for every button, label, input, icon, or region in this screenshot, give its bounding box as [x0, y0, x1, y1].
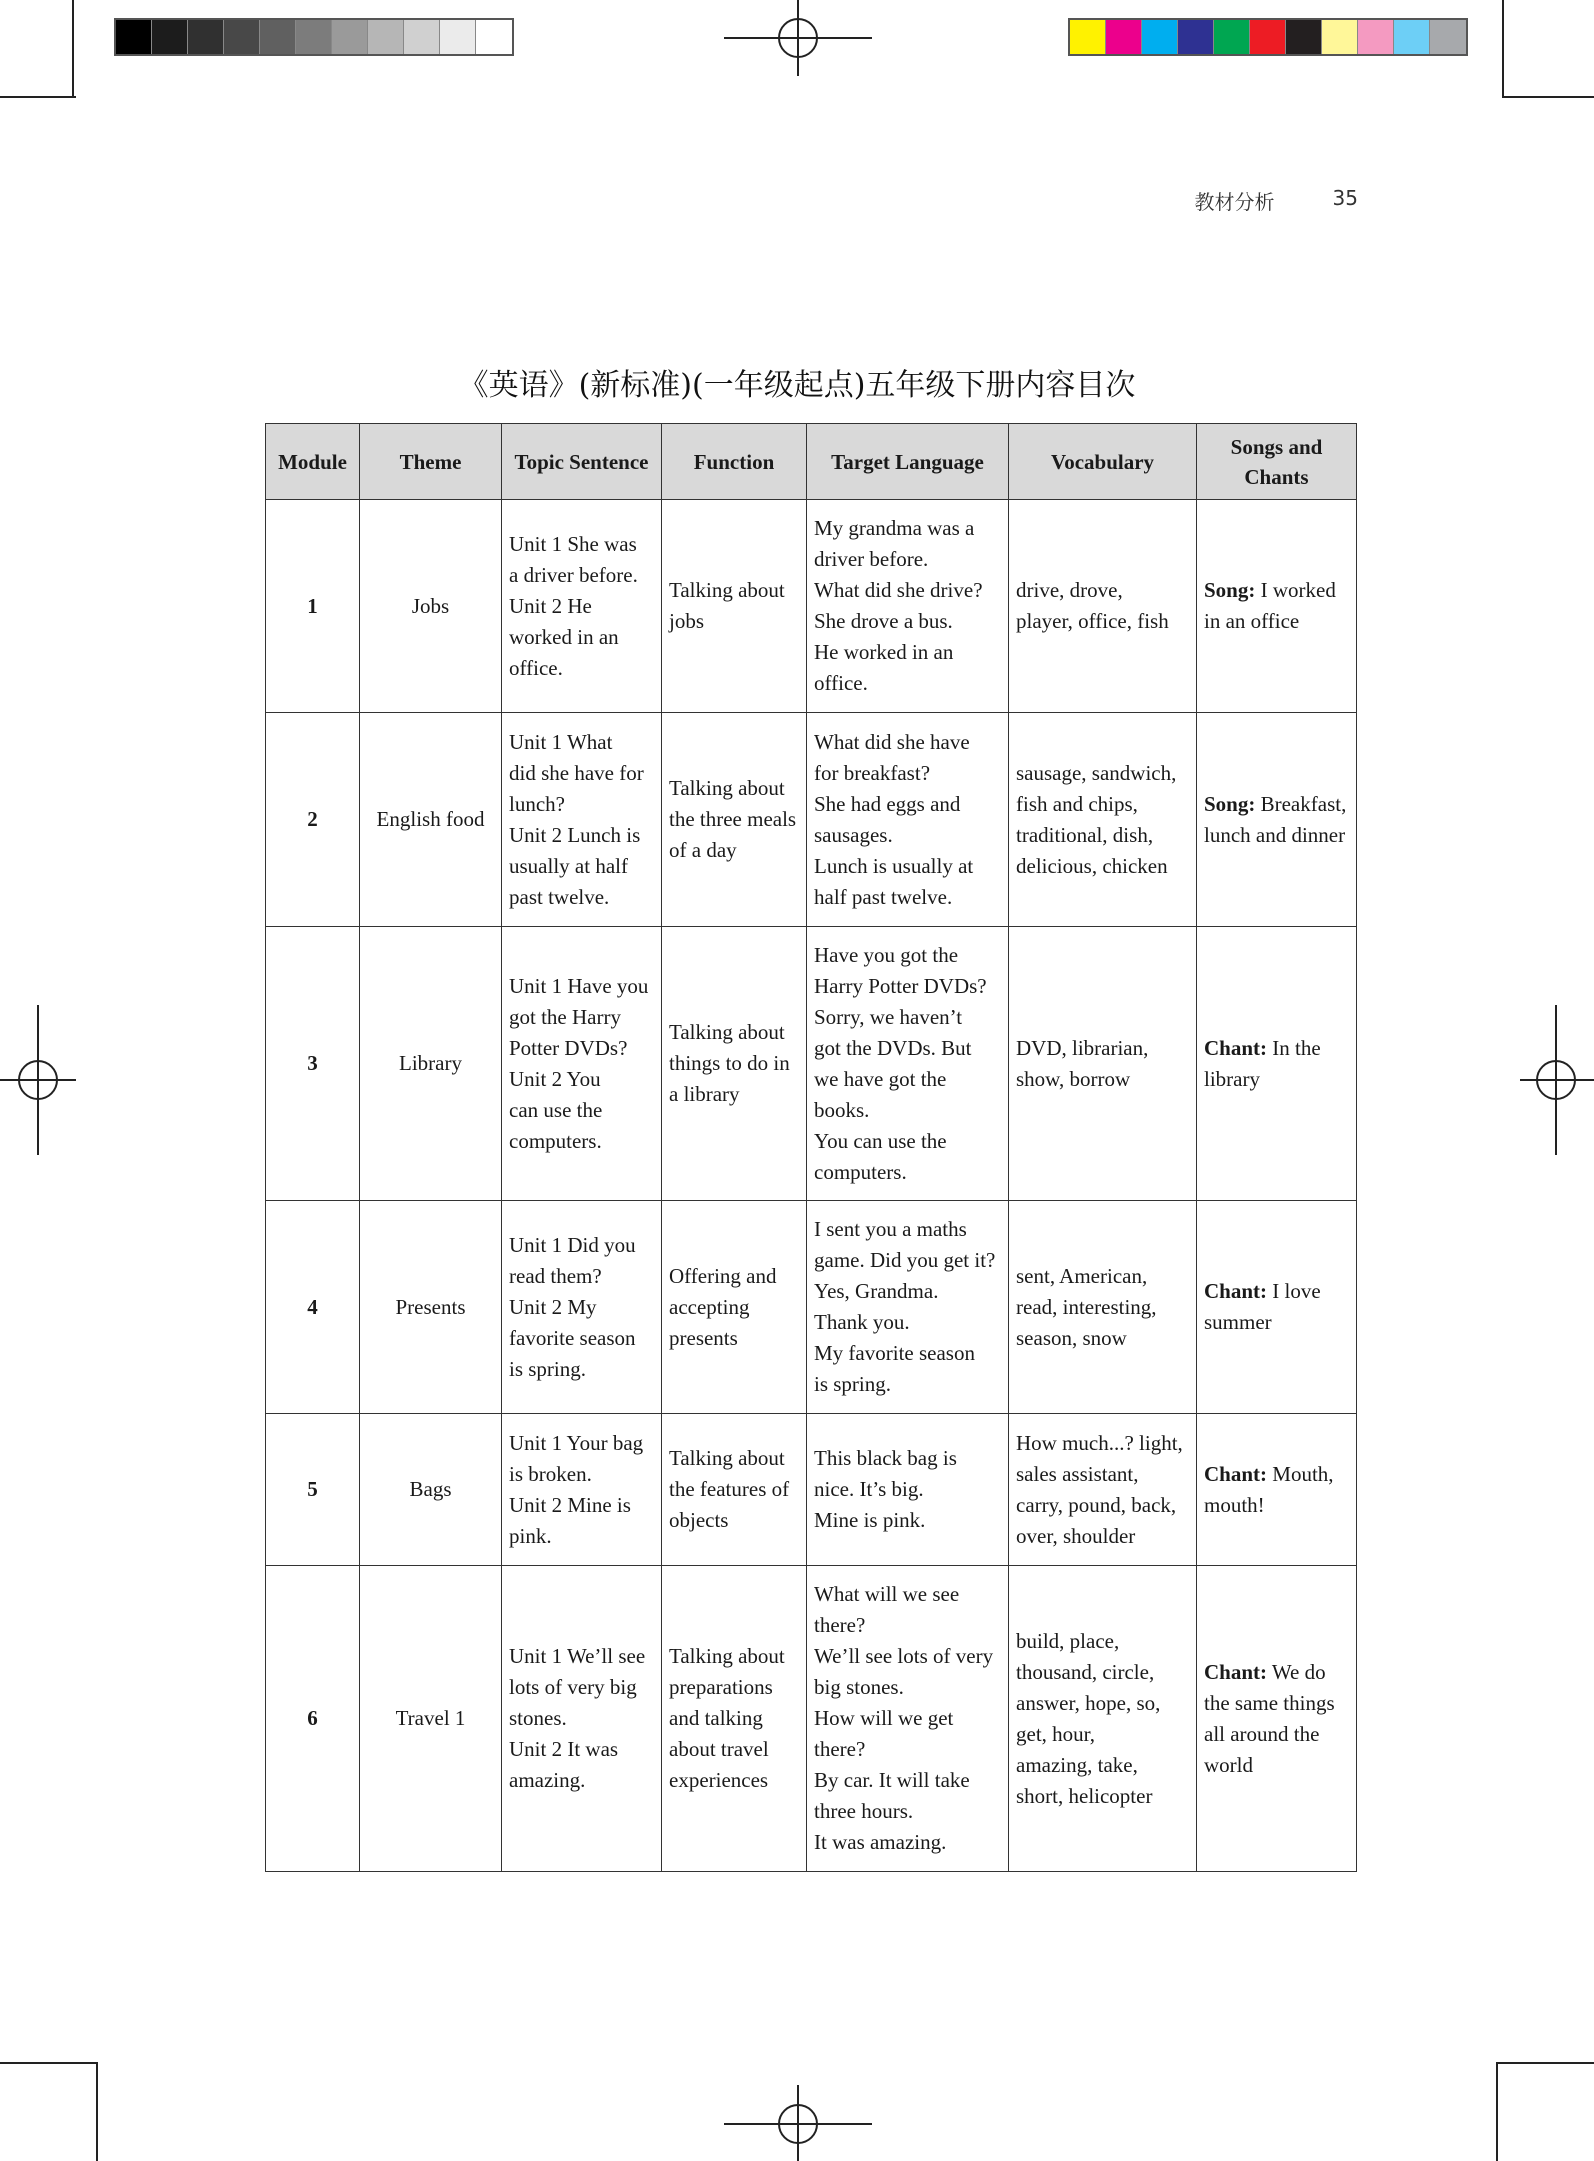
function-line: about travel [669, 1737, 769, 1761]
page-number: 35 [1332, 186, 1358, 210]
song-chant-cell [1197, 1414, 1357, 1566]
topic-line: is broken. [509, 1461, 592, 1486]
color-swatch [1394, 20, 1430, 54]
function-cell [662, 713, 807, 927]
topic-line: Unit 2 It was [509, 1737, 619, 1761]
target-line: We’ll see lots of very [814, 1644, 994, 1668]
table-row [266, 500, 1357, 713]
color-swatch [224, 20, 260, 54]
target-line: books. [814, 1097, 870, 1122]
song-title: We do the same things all around the world [1204, 1659, 1335, 1777]
function-line: jobs [669, 609, 705, 633]
function-cell [662, 500, 807, 713]
topic-line: a driver before. [509, 562, 638, 587]
header-function: Function [662, 424, 807, 500]
theme-cell: Bags [360, 1414, 502, 1566]
header-target-language: Target Language [807, 424, 1009, 500]
target-line: She had eggs and [814, 791, 961, 816]
function-line: objects [669, 1508, 729, 1532]
color-swatch [368, 20, 404, 54]
table-row [266, 1566, 1357, 1872]
song-type-label: Chant: [1204, 1279, 1268, 1303]
crop-mark [1502, 96, 1594, 98]
topic-line: Unit 1 What [509, 729, 613, 754]
color-swatch [332, 20, 368, 54]
color-swatch [440, 20, 476, 54]
vocab-line: build, place, [1016, 1628, 1120, 1653]
topic-line: Unit 2 Mine is [509, 1492, 631, 1517]
target-language-cell [807, 713, 1009, 927]
function-cell [662, 927, 807, 1201]
function-line: the three meals [669, 807, 797, 831]
section-name: 教材分析 [1194, 190, 1275, 214]
vocab-line: sales assistant, [1016, 1461, 1139, 1486]
registration-line [1520, 1079, 1594, 1081]
theme-cell: Travel 1 [360, 1566, 502, 1872]
topic-line: amazing. [509, 1768, 586, 1792]
module-number: 6 [266, 1566, 360, 1872]
song-title: In the library [1204, 1035, 1321, 1091]
topic-line: pink. [509, 1523, 552, 1548]
topic-line: got the Harry [509, 1004, 621, 1029]
crop-mark [0, 2062, 98, 2064]
function-line: of a day [669, 838, 737, 862]
color-swatch [1142, 20, 1178, 54]
function-line: things to do in [669, 1051, 790, 1075]
song-chant-cell [1197, 500, 1357, 713]
table-header-row [266, 424, 1357, 500]
module-number: 4 [266, 1201, 360, 1414]
function-line: Talking about [669, 1020, 785, 1044]
target-line: You can use the [814, 1128, 947, 1153]
topic-line: Unit 1 She was [509, 531, 637, 556]
registration-line [797, 2085, 799, 2161]
crop-mark [1496, 2062, 1594, 2064]
crop-mark [1496, 2062, 1498, 2161]
function-line: Talking about [669, 1446, 785, 1470]
target-line: Harry Potter DVDs? [814, 973, 987, 998]
vocab-line: season, snow [1016, 1325, 1127, 1350]
module-number: 1 [266, 500, 360, 713]
color-swatch [188, 20, 224, 54]
topic-line: Unit 1 Have you [509, 973, 649, 998]
theme-cell: English food [360, 713, 502, 927]
topic-line: Unit 1 We’ll see [509, 1644, 646, 1668]
topic-line: Unit 1 Your bag [509, 1430, 644, 1455]
color-swatch [1430, 20, 1466, 54]
color-swatch [116, 20, 152, 54]
header-songs-and-chants: Songs and Chants [1197, 424, 1357, 500]
target-line: He worked in an [814, 640, 954, 664]
topic-line: Unit 2 My [509, 1294, 597, 1319]
target-line: office. [814, 671, 868, 695]
target-line: sausages. [814, 822, 893, 847]
target-line: How will we get [814, 1706, 954, 1730]
topic-line: Unit 2 Lunch is [509, 822, 641, 847]
topic-sentence-cell [502, 713, 662, 927]
target-line: What did she have [814, 729, 970, 754]
vocabulary-cell [1009, 1414, 1197, 1566]
running-header [1195, 186, 1358, 215]
vocab-line: traditional, dish, [1016, 822, 1154, 847]
vocab-line: over, shoulder [1016, 1523, 1136, 1548]
registration-line [37, 1005, 39, 1155]
target-line: This black bag is [814, 1446, 957, 1470]
song-title: I worked in an office [1204, 578, 1336, 633]
function-line: Talking about [669, 776, 785, 800]
vocab-line: delicious, chicken [1016, 853, 1168, 878]
crop-mark [0, 96, 76, 98]
song-chant-cell [1197, 1201, 1357, 1414]
song-type-label: Song: [1204, 578, 1256, 602]
crop-mark [96, 2062, 98, 2161]
topic-sentence-cell [502, 1201, 662, 1414]
topic-line: Potter DVDs? [509, 1035, 628, 1060]
module-number: 2 [266, 713, 360, 927]
page-title: 《英语》(新标准)(一年级起点)五年级下册内容目次 [458, 368, 1136, 403]
topic-line: Unit 2 You [509, 1066, 601, 1091]
header-vocabulary: Vocabulary [1009, 424, 1197, 500]
topic-line: read them? [509, 1263, 602, 1288]
song-chant-cell [1197, 927, 1357, 1201]
topic-line: computers. [509, 1128, 602, 1153]
song-chant-cell [1197, 713, 1357, 927]
song-type-label: Song: [1204, 791, 1256, 816]
function-cell [662, 1414, 807, 1566]
target-line: got the DVDs. But [814, 1035, 972, 1060]
table-row [266, 1201, 1357, 1414]
topic-line: can use the [509, 1097, 603, 1122]
vocabulary-cell [1009, 500, 1197, 713]
vocab-line: get, hour, [1016, 1721, 1096, 1746]
target-line: driver before. [814, 547, 929, 571]
crop-mark [1502, 0, 1504, 98]
vocab-line: carry, pound, back, [1016, 1492, 1177, 1517]
function-line: preparations [669, 1675, 773, 1699]
target-line: three hours. [814, 1799, 914, 1823]
vocab-line: sent, American, [1016, 1263, 1148, 1288]
topic-sentence-cell [502, 500, 662, 713]
song-chant-cell [1197, 1566, 1357, 1872]
target-line: computers. [814, 1159, 907, 1184]
target-line: She drove a bus. [814, 609, 953, 633]
vocabulary-cell [1009, 1566, 1197, 1872]
table-row [266, 713, 1357, 927]
function-line: a library [669, 1082, 740, 1106]
table-row [266, 927, 1357, 1201]
function-cell [662, 1566, 807, 1872]
color-swatch [1178, 20, 1214, 54]
header-theme: Theme [360, 424, 502, 500]
target-line: Yes, Grandma. [814, 1279, 939, 1303]
color-swatch [1358, 20, 1394, 54]
topic-line: did she have for [509, 760, 644, 785]
crop-mark [72, 0, 74, 98]
registration-line [797, 0, 799, 76]
color-swatch [1214, 20, 1250, 54]
target-line: My grandma was a [814, 516, 975, 540]
color-swatch [1322, 20, 1358, 54]
grayscale-color-bar [114, 18, 514, 56]
song-type-label: Chant: [1204, 1035, 1268, 1060]
vocab-line: player, office, fish [1016, 609, 1169, 633]
vocab-line: amazing, take, [1016, 1752, 1138, 1777]
song-title: I love summer [1204, 1279, 1321, 1334]
topic-line: Unit 2 He [509, 593, 592, 618]
vocab-line: DVD, librarian, [1016, 1035, 1149, 1060]
vocab-line: answer, hope, so, [1016, 1690, 1161, 1715]
target-line: My favorite season [814, 1341, 975, 1365]
vocab-line: read, interesting, [1016, 1294, 1157, 1319]
registration-line [1555, 1005, 1557, 1155]
target-line: Thank you. [814, 1310, 910, 1334]
target-language-cell [807, 927, 1009, 1201]
target-line: It was amazing. [814, 1830, 947, 1854]
color-swatch [404, 20, 440, 54]
song-type-label: Chant: [1204, 1659, 1268, 1684]
target-language-cell [807, 500, 1009, 713]
function-line: Offering and [669, 1263, 777, 1288]
function-line: and talking [669, 1706, 763, 1730]
target-line: I sent you a maths [814, 1217, 967, 1241]
target-line: nice. It’s big. [814, 1477, 924, 1501]
header-module: Module [266, 424, 360, 500]
function-line: accepting [669, 1294, 750, 1319]
color-swatch [1106, 20, 1142, 54]
color-swatch [1286, 20, 1322, 54]
song-title: Breakfast, lunch and dinner [1204, 791, 1347, 847]
function-line: the features of [669, 1477, 790, 1501]
topic-line: office. [509, 655, 563, 680]
header-topic-sentence: Topic Sentence [502, 424, 662, 500]
theme-cell: Library [360, 927, 502, 1201]
topic-sentence-cell [502, 927, 662, 1201]
function-line: Talking about [669, 1644, 785, 1668]
topic-line: is spring. [509, 1356, 587, 1381]
vocab-line: short, helicopter [1016, 1783, 1153, 1808]
topic-line: worked in an [509, 624, 619, 649]
color-swatch [1250, 20, 1286, 54]
topic-line: lots of very big [509, 1675, 637, 1699]
target-line: game. Did you get it? [814, 1248, 996, 1272]
contents-table [265, 423, 1357, 1872]
vocab-line: How much...? light, [1016, 1430, 1183, 1455]
target-line: Mine is pink. [814, 1508, 926, 1532]
topic-line: usually at half [509, 853, 628, 878]
target-line: By car. It will take [814, 1768, 970, 1792]
target-language-cell [807, 1414, 1009, 1566]
vocab-line: drive, drove, [1016, 578, 1123, 602]
function-line: presents [669, 1325, 738, 1350]
target-line: Lunch is usually at [814, 853, 974, 878]
color-swatch [1070, 20, 1106, 54]
vocab-line: sausage, sandwich, [1016, 760, 1177, 785]
topic-sentence-cell [502, 1566, 662, 1872]
song-title: Mouth, mouth! [1204, 1461, 1334, 1517]
topic-line: Unit 1 Did you [509, 1232, 636, 1257]
topic-sentence-cell [502, 1414, 662, 1566]
color-swatch [260, 20, 296, 54]
target-line: there? [814, 1737, 866, 1761]
function-line: experiences [669, 1768, 769, 1792]
target-line: there? [814, 1613, 866, 1637]
target-language-cell [807, 1201, 1009, 1414]
target-line: Sorry, we haven’t [814, 1004, 963, 1029]
table-row [266, 1414, 1357, 1566]
vocab-line: show, borrow [1016, 1066, 1131, 1091]
vocabulary-cell [1009, 927, 1197, 1201]
theme-cell: Jobs [360, 500, 502, 713]
target-line: What did she drive? [814, 578, 983, 602]
target-line: Have you got the [814, 942, 959, 967]
color-swatch [152, 20, 188, 54]
target-line: we have got the [814, 1066, 947, 1091]
vocab-line: fish and chips, [1016, 791, 1138, 816]
target-language-cell [807, 1566, 1009, 1872]
song-type-label: Chant: [1204, 1461, 1268, 1486]
vocab-line: thousand, circle, [1016, 1659, 1155, 1684]
vocabulary-cell [1009, 1201, 1197, 1414]
target-line: is spring. [814, 1372, 892, 1396]
function-cell [662, 1201, 807, 1414]
topic-line: lunch? [509, 791, 565, 816]
color-swatch [296, 20, 332, 54]
target-line: big stones. [814, 1675, 904, 1699]
target-line: half past twelve. [814, 884, 953, 909]
color-swatch [476, 20, 512, 54]
target-line: What will we see [814, 1582, 960, 1606]
topic-line: favorite season [509, 1325, 636, 1350]
process-color-bar [1068, 18, 1468, 56]
target-line: for breakfast? [814, 760, 931, 785]
topic-line: past twelve. [509, 884, 610, 909]
function-line: Talking about [669, 578, 785, 602]
module-number: 3 [266, 927, 360, 1201]
module-number: 5 [266, 1414, 360, 1566]
topic-line: stones. [509, 1706, 567, 1730]
vocabulary-cell [1009, 713, 1197, 927]
theme-cell: Presents [360, 1201, 502, 1414]
